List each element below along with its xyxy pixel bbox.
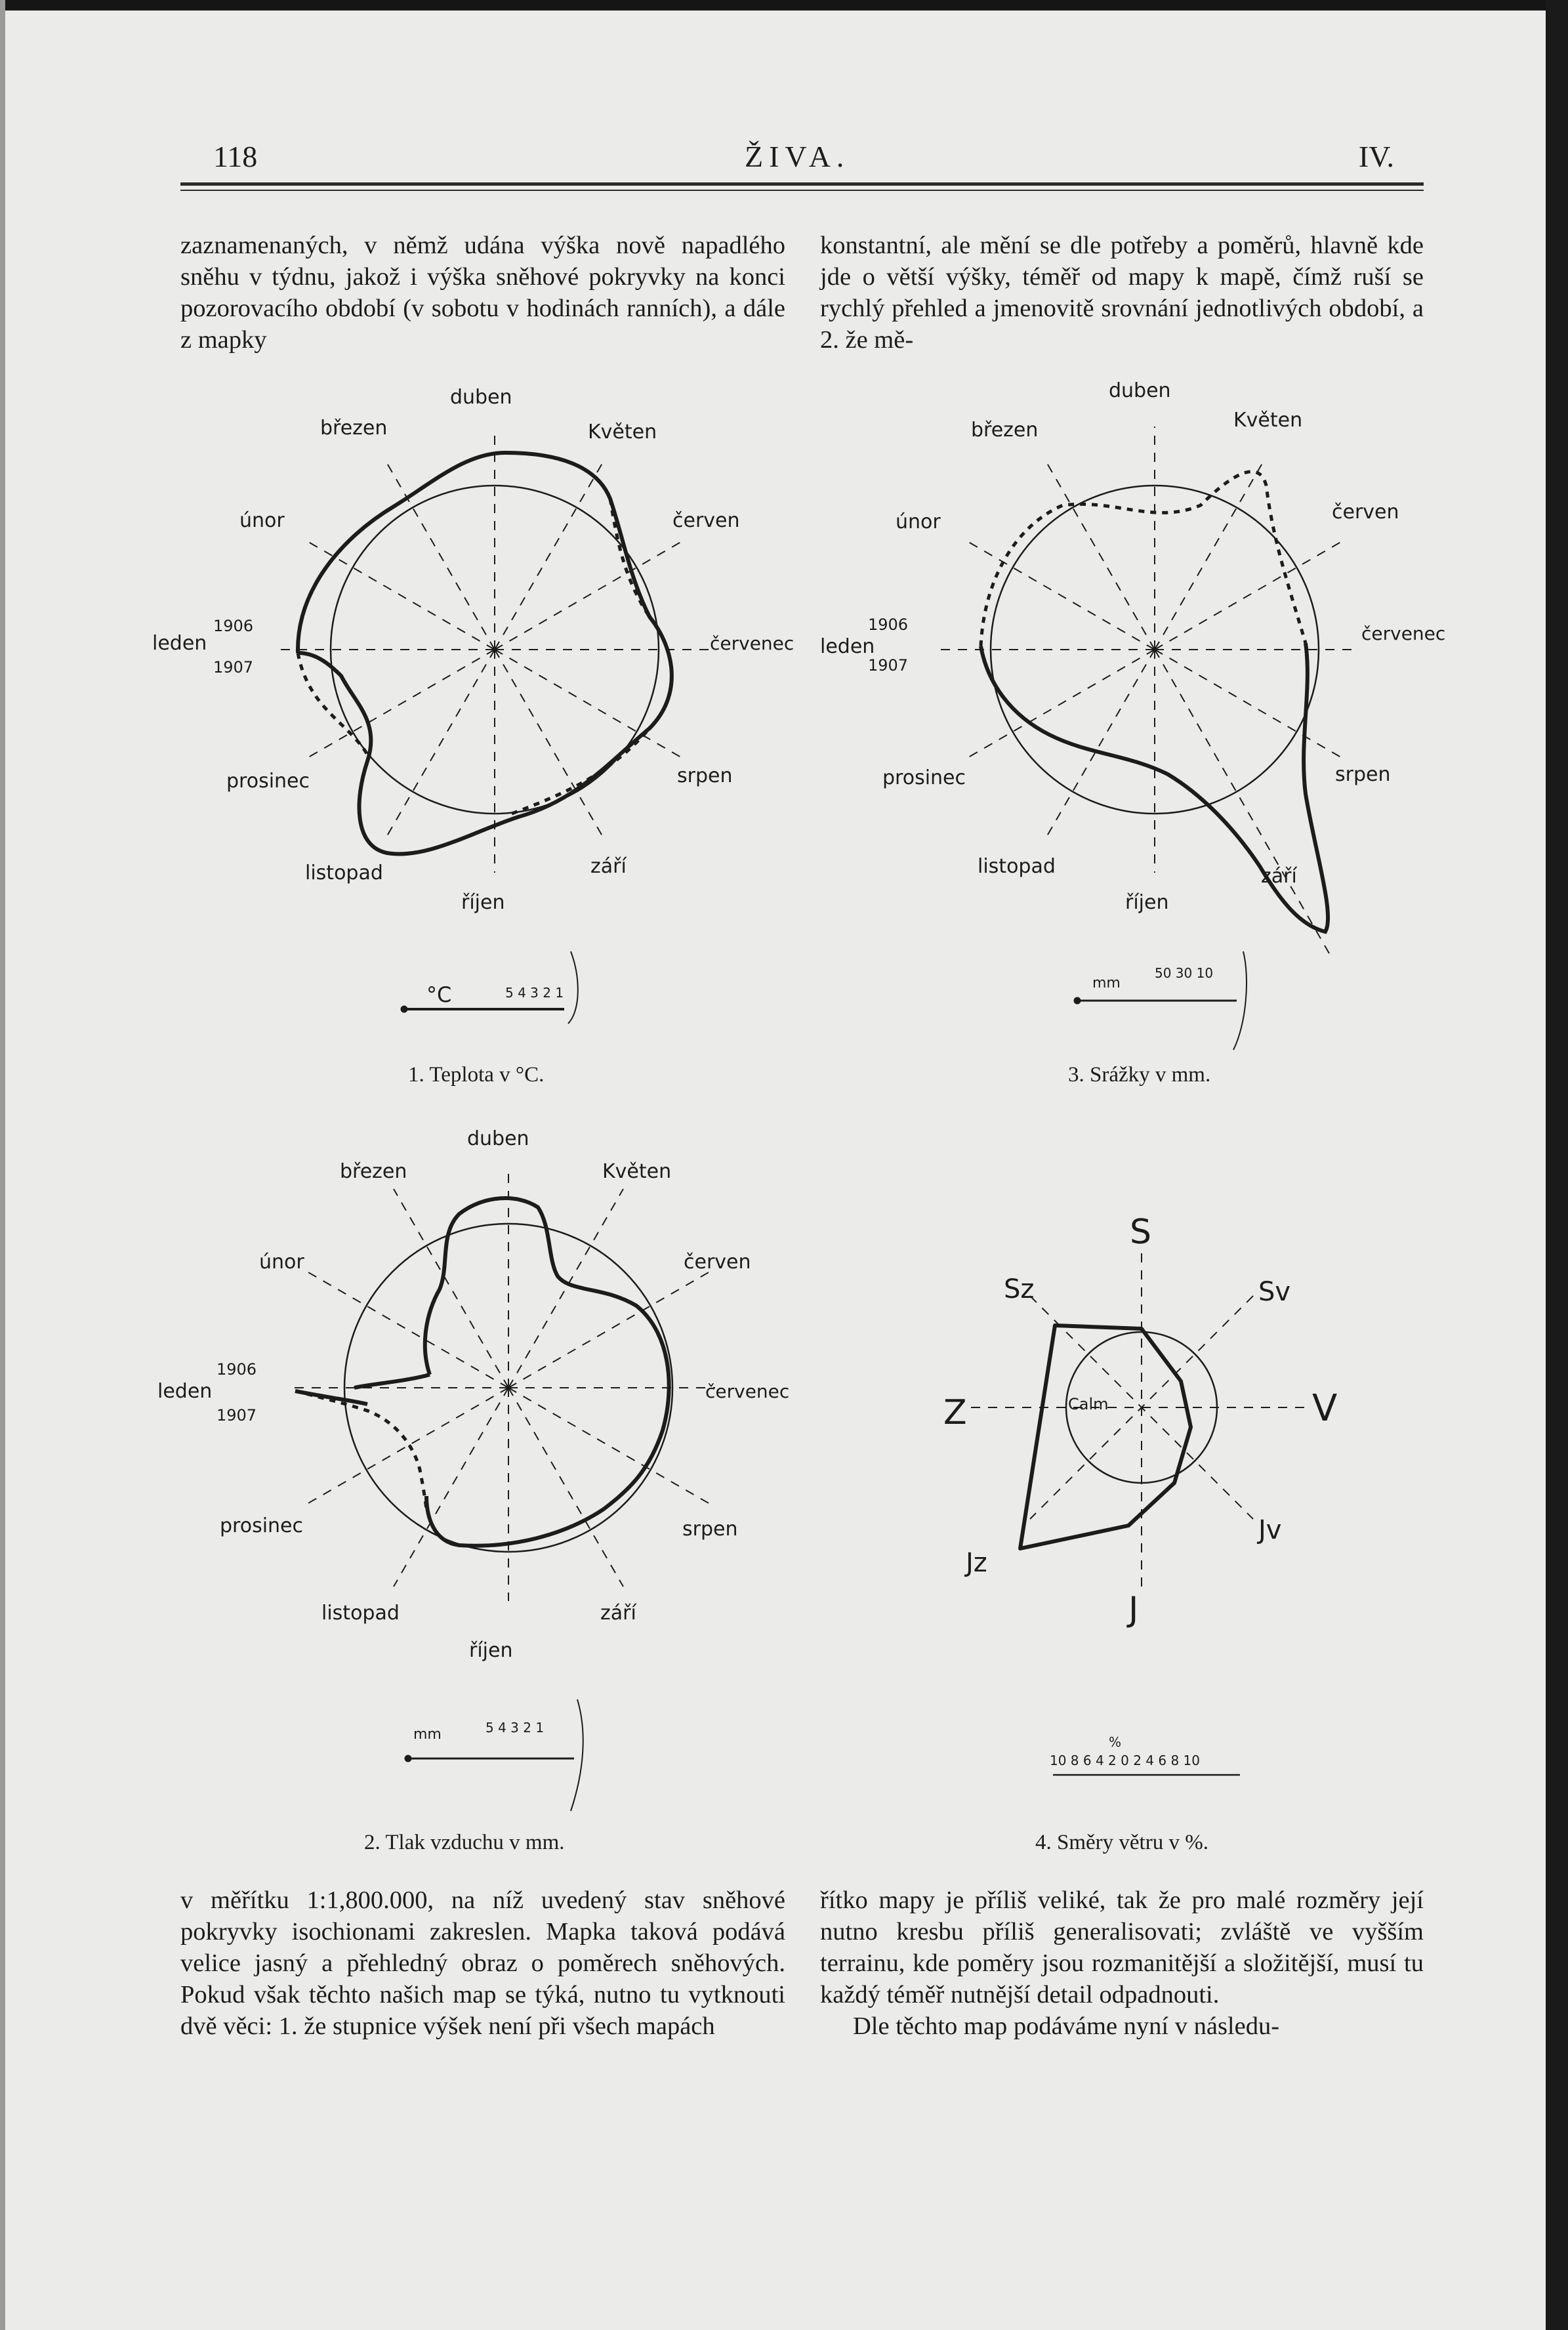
month-label-kveten: Květen [1233, 409, 1303, 432]
month-axes [289, 1168, 715, 1601]
figure-caption: 1. Teplota v °C. [408, 1063, 545, 1087]
year-label-1906: 1906 [213, 617, 254, 635]
wind-polygon [1020, 1325, 1191, 1549]
month-label-leden: leden [152, 632, 207, 655]
direction-label-V: V [1312, 1387, 1338, 1430]
year-label-1907: 1907 [868, 656, 909, 675]
month-label-zari: září [600, 1602, 636, 1625]
month-label-srpen: srpen [682, 1518, 738, 1541]
year-label-1906: 1906 [868, 615, 909, 634]
page-number: 118 [213, 140, 258, 173]
month-label-cervenec: červenec [1361, 623, 1446, 644]
paragraph: Dle těchto map podáváme nyní v následu- [853, 2012, 1280, 2040]
month-label-cerven: červen [684, 1251, 751, 1274]
month-label-brezen: březen [320, 417, 388, 440]
month-label-prosinec: prosinec [882, 766, 966, 789]
figure-3-precipitation [820, 379, 1445, 1087]
month-label-srpen: srpen [677, 764, 733, 787]
month-label-cervenec: červenec [705, 1381, 790, 1402]
figure-caption: 3. Srážky v mm. [1068, 1063, 1211, 1087]
volume-number: IV. [1358, 140, 1394, 173]
month-label-prosinec: prosinec [226, 770, 310, 793]
direction-label-J: J [1128, 1590, 1139, 1629]
direction-label-Z: Z [943, 1393, 967, 1432]
year-label-1907: 1907 [213, 658, 254, 676]
month-label-duben: duben [1109, 379, 1171, 402]
direction-label-Sz: Sz [1004, 1274, 1035, 1304]
direction-label-S: S [1130, 1213, 1152, 1252]
month-label-brezen: březen [340, 1160, 407, 1183]
scale-bar [401, 951, 578, 1024]
direction-label-Jz: Jz [966, 1548, 987, 1578]
direction-label-Jv: Jv [1258, 1515, 1282, 1545]
figure-caption: 4. Směry větru v %. [1035, 1831, 1208, 1854]
month-label-zari: září [1261, 865, 1297, 888]
month-label-listopad: listopad [305, 862, 383, 884]
month-label-leden: leden [157, 1380, 213, 1403]
scale-unit: mm [1092, 975, 1121, 991]
month-label-unor: únor [896, 510, 941, 533]
month-label-zari: září [590, 855, 627, 878]
paragraph: řítko mapy je příliš veliké, tak že pro malé rozměry její nutno kresbu příliš generalisovati; zvláště ve vyšším terrainu, kde poměry jsou rozmanitější a složitější, musí tu každý téměř nutnější detail odpadnouti. [820, 1886, 1424, 2008]
month-label-leden: leden [820, 635, 875, 658]
temperature-curve-solid [298, 453, 672, 854]
scale-unit: °C [426, 982, 452, 1007]
paragraph: v měřítku 1:1,800.000, na níž uvedený stav sněhové pokryvky isochionami zakreslen. Mapka taková podává velice jasný a přehledný obraz o poměrech sněhových. Pokud však těchto našich map se týká, nutno tu vytknouti dvě věci: 1. že stupnice výšek není při všech mapách [180, 1886, 785, 2040]
figure-4-wind-directions [943, 1213, 1337, 1854]
month-label-prosinec: prosinec [220, 1514, 304, 1537]
text-column-bottom-left [180, 1884, 785, 2042]
scale-bar [1074, 951, 1247, 1050]
month-label-duben: duben [467, 1127, 529, 1150]
scale-bar [405, 1699, 583, 1811]
pressure-curve-solid [425, 1198, 669, 1546]
month-label-brezen: březen [971, 419, 1039, 442]
paragraph: konstantní, ale mění se dle potřeby a poměrů, hlavně kde jde o větší výšky, téměř od mapy k mapě, čímž ruší se rychlý přehled a jmenovitě srovnání jednotlivých období, a 2. že mě- [820, 232, 1424, 354]
calm-label: Calm [1068, 1395, 1109, 1413]
percent-scale-bar [1050, 1734, 1240, 1775]
figure-1-temperature [152, 386, 794, 1087]
figure-caption: 2. Tlak vzduchu v mm. [364, 1831, 565, 1854]
month-label-listopad: listopad [321, 1602, 400, 1625]
scale-ticks: 5 4 3 2 1 [485, 1720, 545, 1736]
temperature-curve-dotted [298, 499, 650, 814]
month-label-kveten: Květen [602, 1160, 672, 1183]
pressure-curve-start [295, 1375, 430, 1404]
year-label-1906: 1906 [217, 1360, 257, 1379]
scale-ticks: 50 30 10 [1155, 965, 1214, 981]
month-label-kveten: Květen [588, 421, 657, 444]
month-label-listopad: listopad [978, 855, 1056, 878]
scale-unit: % [1109, 1734, 1122, 1750]
scale-ticks: 5 4 3 2 1 [505, 985, 564, 1001]
scale-ticks: 10 8 6 4 2 0 2 4 6 8 10 [1050, 1753, 1200, 1768]
month-label-duben: duben [450, 386, 512, 409]
month-label-cerven: červen [672, 509, 740, 532]
pressure-curve-dotted [295, 1391, 426, 1509]
precipitation-curve-dotted [981, 472, 1306, 646]
month-label-unor: únor [259, 1251, 304, 1274]
month-label-cerven: červen [1332, 501, 1399, 524]
year-label-1907: 1907 [217, 1406, 257, 1425]
figure-2-air-pressure [157, 1127, 789, 1854]
paragraph: zaznamenaných, v němž udána výška nově napadlého sněhu v týdnu, jakož i výška sněhové pokryvky na konci pozorovacího období (v sobotu v hodinách ranních), a dále z mapky [180, 232, 785, 354]
month-label-unor: únor [239, 509, 285, 532]
text-column-bottom-right [820, 1884, 1424, 2042]
month-label-srpen: srpen [1335, 763, 1391, 786]
month-label-rijen: říjen [461, 891, 505, 914]
journal-title: ŽIVA. [745, 140, 850, 173]
month-axes [276, 433, 714, 873]
direction-label-Sv: Sv [1258, 1277, 1291, 1307]
month-label-rijen: říjen [1125, 891, 1169, 914]
month-label-rijen: říjen [469, 1639, 513, 1662]
scale-unit: mm [413, 1726, 442, 1743]
month-label-cervenec: červenec [710, 633, 794, 654]
